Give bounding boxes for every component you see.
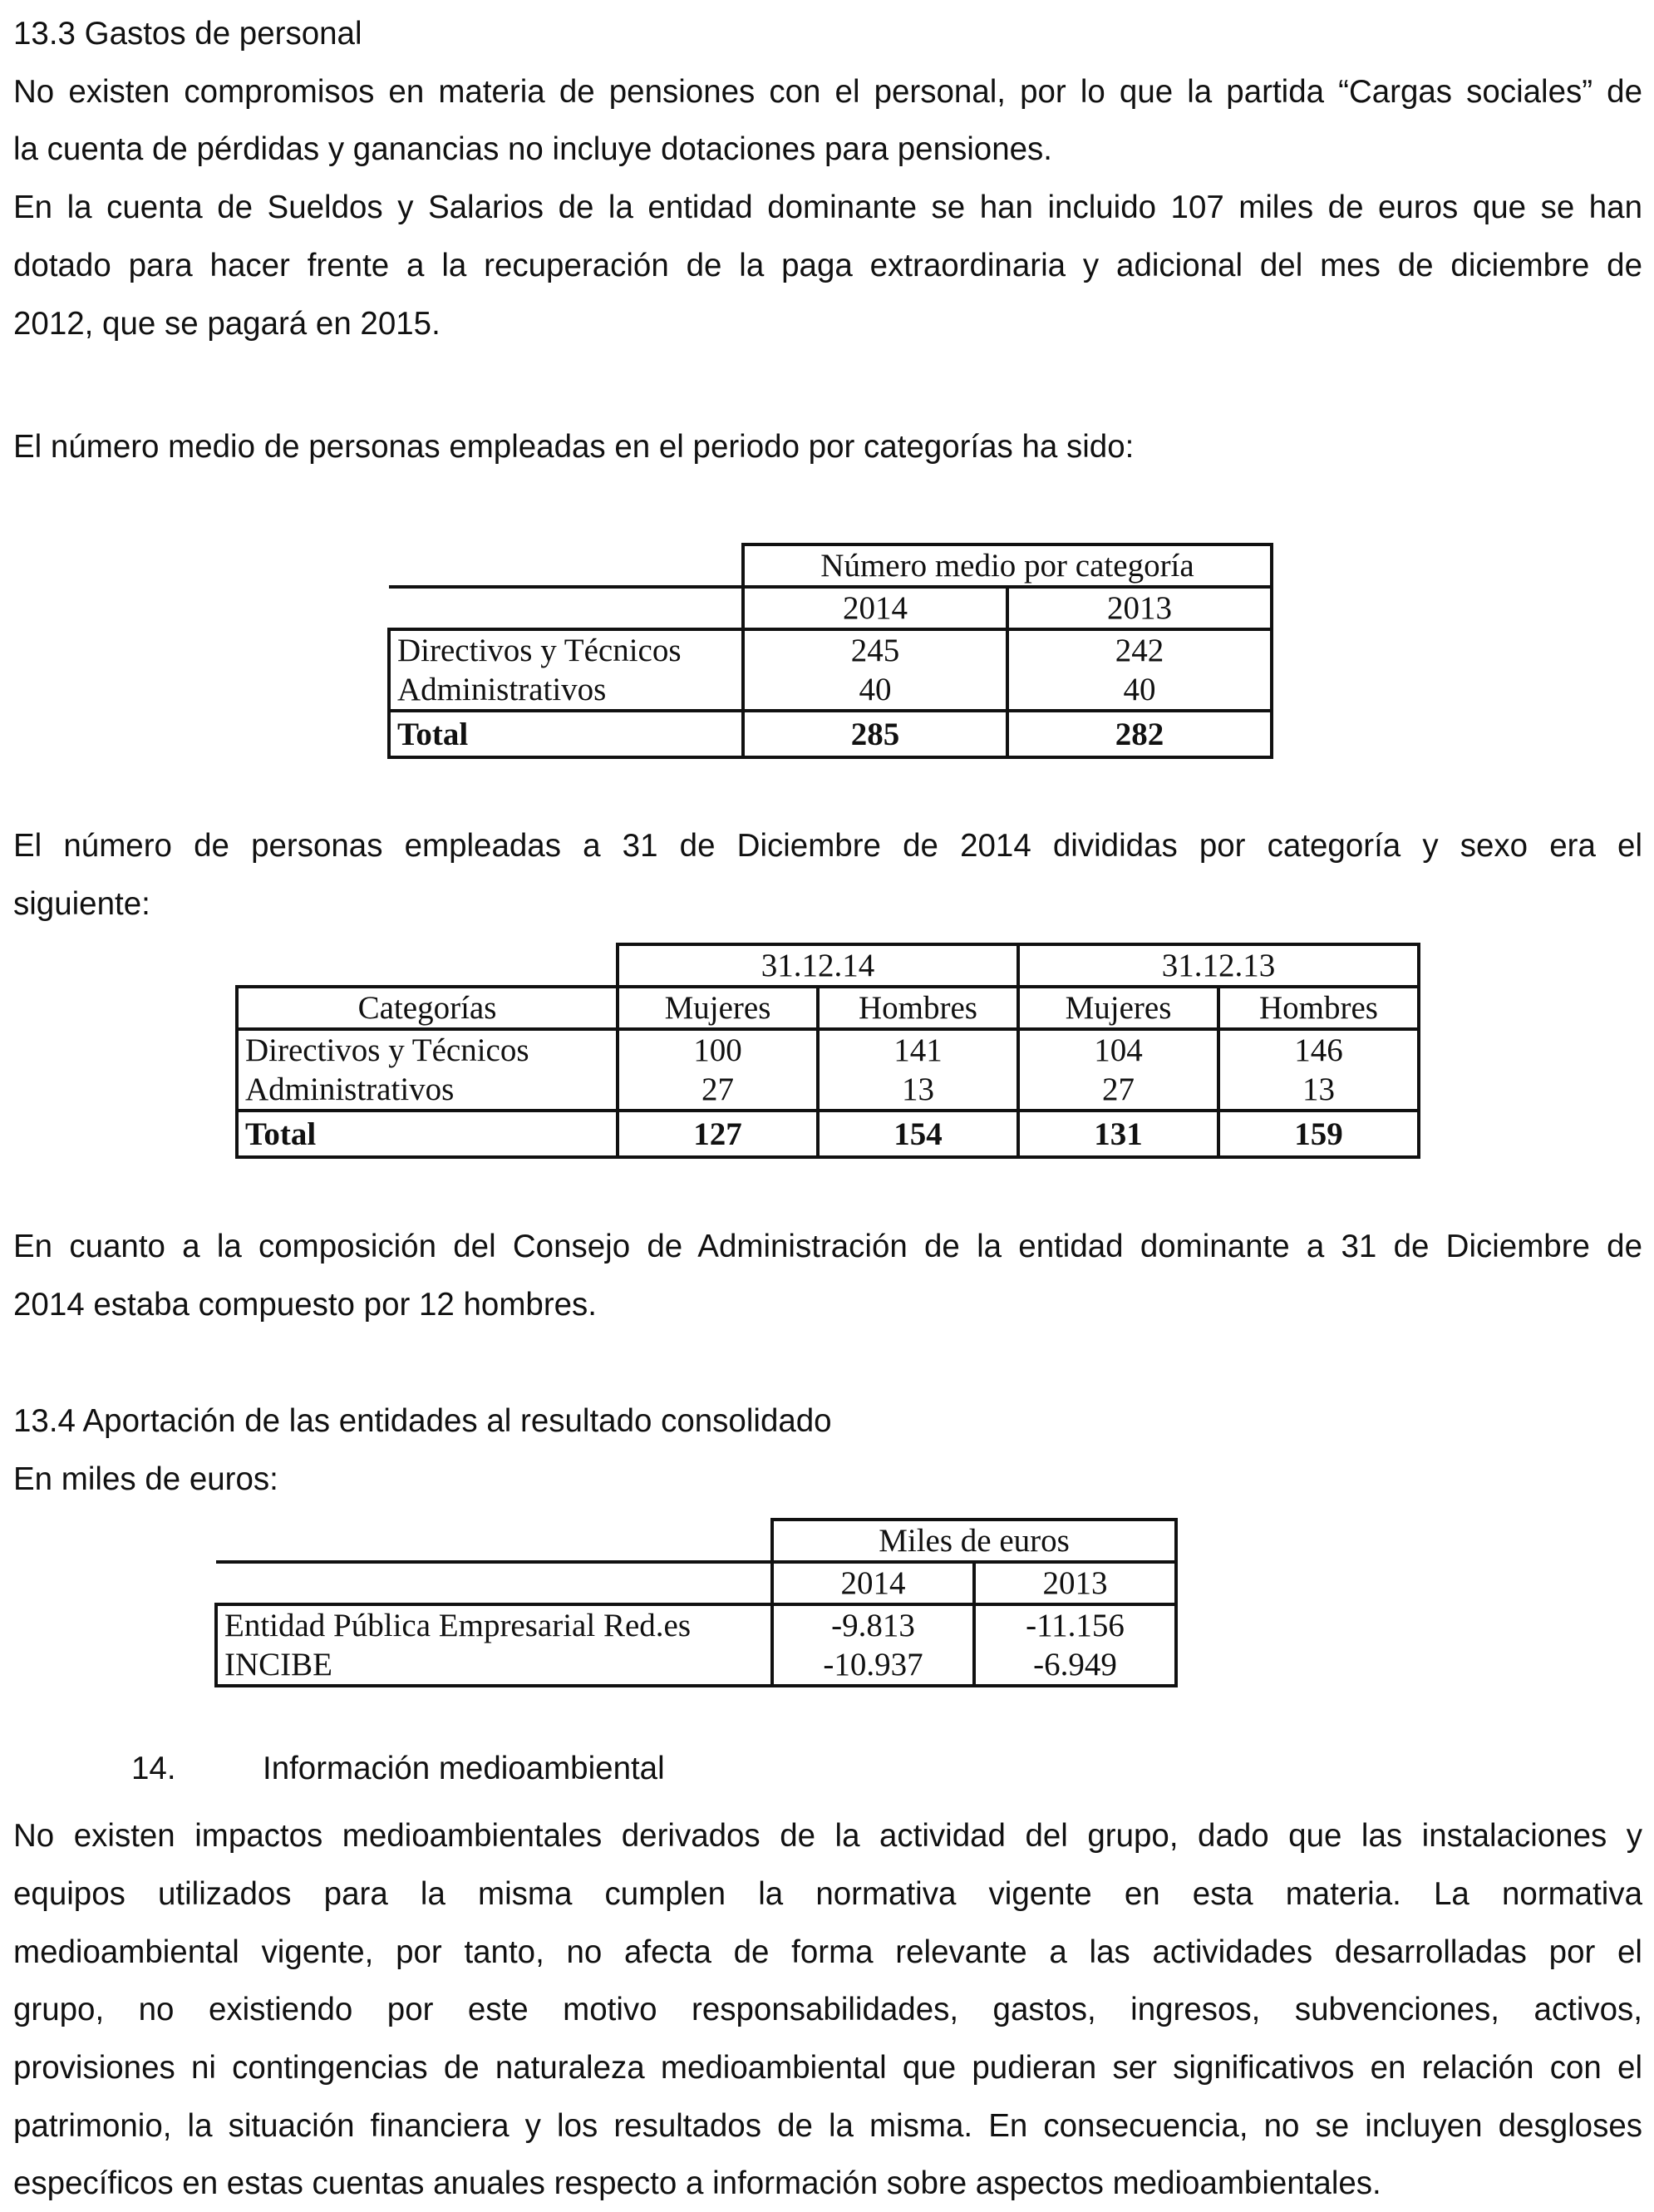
- cell-value: 146: [1218, 1029, 1419, 1070]
- paragraph-line: medioambiental vigente, por tanto, no afecta de forma relevante a las actividades desarrolladas por el: [13, 1934, 1642, 1970]
- paragraph-line: No existen compromisos en materia de pensiones con el personal, por lo que la partida “Cargas sociales” de: [13, 74, 1642, 110]
- year-header: 2013: [974, 1562, 1176, 1604]
- row-label: INCIBE: [216, 1645, 772, 1686]
- cell-value: 27: [618, 1070, 818, 1111]
- paragraph-line: la cuenta de pérdidas y ganancias no incluye dotaciones para pensiones.: [13, 131, 1052, 167]
- table-total-row: [237, 1111, 1419, 1157]
- table-group-header: Miles de euros: [772, 1520, 1176, 1562]
- cell-value: 13: [1218, 1070, 1419, 1111]
- cell-value: 40: [743, 670, 1007, 711]
- year-header: 2013: [1007, 587, 1272, 629]
- cell-value: 100: [618, 1029, 818, 1070]
- table-total-row: [389, 711, 1272, 757]
- cell-value: 131: [1018, 1111, 1218, 1157]
- section-number: 14.: [131, 1751, 176, 1786]
- date-header: 31.12.14: [618, 944, 1018, 987]
- paragraph-line: El número medio de personas empleadas en el periodo por categorías ha sido:: [13, 429, 1135, 465]
- paragraph-line: siguiente:: [13, 886, 150, 922]
- gender-header: Mujeres: [1018, 987, 1218, 1029]
- gender-header: Hombres: [1218, 987, 1419, 1029]
- paragraph-line: 2014 estaba compuesto por 12 hombres.: [13, 1287, 598, 1323]
- paragraph-line: En miles de euros:: [13, 1461, 278, 1497]
- cell-value: -11.156: [974, 1604, 1176, 1645]
- cell-value: 40: [1007, 670, 1272, 711]
- section-heading-14: [0, 1751, 1654, 1786]
- table-row: [237, 1029, 1419, 1070]
- table-row: [216, 1645, 1176, 1686]
- category-header: Categorías: [237, 987, 618, 1029]
- cell-value: 104: [1018, 1029, 1218, 1070]
- cell-value: 127: [618, 1111, 818, 1157]
- cell-value: 245: [743, 629, 1007, 670]
- table-row: [389, 629, 1272, 670]
- paragraph-line: equipos utilizados para la misma cumplen la normativa vigente en esta materia. La normativa: [13, 1876, 1642, 1912]
- cell-value: -9.813: [772, 1604, 974, 1645]
- paragraph-line: provisiones ni contingencias de naturaleza medioambiental que pudieran ser significativos en relación con el: [13, 2050, 1642, 2086]
- paragraph-line: No existen impactos medioambientales derivados de la actividad del grupo, dado que las instalaciones y: [13, 1818, 1642, 1854]
- table-row: [389, 670, 1272, 711]
- gender-header: Hombres: [818, 987, 1018, 1029]
- row-label: Total: [389, 711, 743, 757]
- paragraph-line: En la cuenta de Sueldos y Salarios de la entidad dominante se han incluido 107 miles de euros que se han: [13, 190, 1642, 225]
- cell-value: 141: [818, 1029, 1018, 1070]
- cell-value: 13: [818, 1070, 1018, 1111]
- cell-value: 285: [743, 711, 1007, 757]
- paragraph-line: específicos en estas cuentas anuales respecto a información sobre aspectos medioambientales.: [13, 2165, 1381, 2201]
- table-row: [216, 1604, 1176, 1645]
- cell-value: 242: [1007, 629, 1272, 670]
- section-title: Información medioambiental: [263, 1751, 665, 1786]
- row-label: Total: [237, 1111, 618, 1157]
- paragraph-line: patrimonio, la situación financiera y los resultados de la misma. En consecuencia, no se incluyen desgloses: [13, 2108, 1642, 2144]
- row-label: Directivos y Técnicos: [389, 629, 743, 670]
- paragraph-line: dotado para hacer frente a la recuperación de la paga extraordinaria y adicional del mes de diciembre de: [13, 248, 1642, 283]
- cell-value: 282: [1007, 711, 1272, 757]
- table-group-header: Número medio por categoría: [743, 544, 1272, 587]
- row-label: Directivos y Técnicos: [237, 1029, 618, 1070]
- row-label: Entidad Pública Empresarial Red.es: [216, 1604, 772, 1645]
- section-heading-13-3: 13.3 Gastos de personal: [13, 16, 362, 52]
- gender-header: Mujeres: [618, 987, 818, 1029]
- table-employees-by-gender: [235, 943, 1420, 1159]
- cell-value: 27: [1018, 1070, 1218, 1111]
- row-label: Administrativos: [389, 670, 743, 711]
- cell-value: 154: [818, 1111, 1018, 1157]
- paragraph-line: 2012, que se pagará en 2015.: [13, 306, 441, 342]
- year-header: 2014: [772, 1562, 974, 1604]
- paragraph-line: En cuanto a la composición del Consejo de Administración de la entidad dominante a 31 de Diciembre de: [13, 1229, 1642, 1264]
- cell-value: -6.949: [974, 1645, 1176, 1686]
- paragraph-line: El número de personas empleadas a 31 de Diciembre de 2014 divididas por categoría y sexo era el: [13, 828, 1642, 864]
- year-header: 2014: [743, 587, 1007, 629]
- table-contribution-results: [214, 1518, 1178, 1687]
- date-header: 31.12.13: [1018, 944, 1419, 987]
- cell-value: -10.937: [772, 1645, 974, 1686]
- row-label: Administrativos: [237, 1070, 618, 1111]
- table-average-employees: [387, 543, 1273, 759]
- cell-value: 159: [1218, 1111, 1419, 1157]
- section-heading-13-4: 13.4 Aportación de las entidades al resultado consolidado: [13, 1403, 832, 1439]
- table-row: [237, 1070, 1419, 1111]
- paragraph-line: grupo, no existiendo por este motivo responsabilidades, gastos, ingresos, subvenciones, activos,: [13, 1992, 1642, 2027]
